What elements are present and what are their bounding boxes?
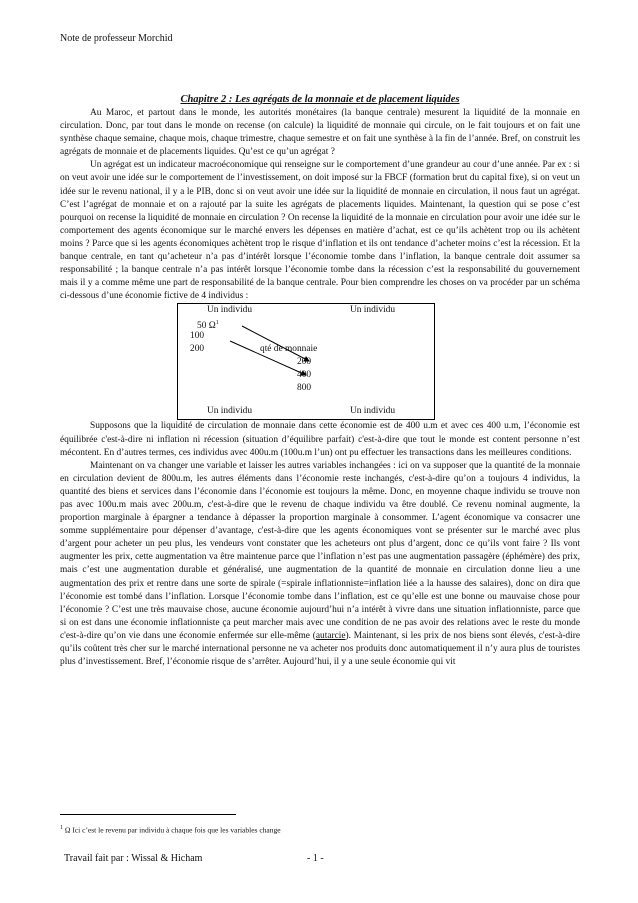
footnote	[60, 825, 281, 835]
individu-bottom-right: Un individu	[350, 406, 396, 417]
footnote-ref: 1	[215, 320, 219, 327]
qte-monnaie-label: qté de monnaie	[260, 344, 318, 355]
paragraph-agregat: Un agrégat est un indicateur macroéconomique qui renseigne sur le comportement d’une grandeur au cour d’une année. Par ex : si on veut avoir une idée sur le comportement de l’investissement, on doit imposé sur la FBCF (formation brut du capital fixe), si on veut un idée sur le revenu national, il y a le PIB, donc si on veut avoir une idée sur la liquidité de monnaie en circulation, il nous faut un agrégat. C’est l’agrégat de monnaie et on a rajouté par la suite les agrégats de placements liquides. Maintenant, la question qui se pose c’est pourquoi on recense la liquidité de monnaie en circulation ? On recense la liquidité de la monnaie en circulation pour avoir une idée sur le comportement des agents économique sur le marché envers les dépenses en matière d’achat, est ce qu’ils achètent trop ou ils achètent moins ? Parce que si les agents économiques achètent trop le risque d’inflation et ils ont tendance d’acheter moins c’est la récession. Et la banque centrale, en tant qu’acheteur n’a pas d’intérêt lorsque l’économie tombe dans l’inflation, la banque centrale doit assumer sa responsabilité ; la banque centrale n’a pas intérêt lorsque l’économie tombe dans la récession c’est la responsabilité du gouvernement mais il y a comme même une part de responsabilité de la banque centrale. Pour bien comprendre les choses on va procéder par un schéma ci-dessous d’une économie fictive de 4 individus :	[60, 160, 580, 302]
economy-diagram	[177, 303, 435, 420]
footer-authors: Travail fait par : Wissal & Hicham	[64, 853, 203, 864]
footnote-text: Ω Ici c’est le revenu par individu à chaque fois que les variables change	[63, 825, 281, 835]
individu-top-left: Un individu	[207, 305, 253, 316]
value-200-right: 200	[297, 357, 312, 368]
value-200-left: 200	[190, 344, 205, 355]
footnote-number: 1	[60, 825, 63, 831]
individu-bottom-left: Un individu	[207, 406, 253, 417]
chapter-title: Chapitre 2 : Les agrégats de la monnaie et de placement liquides	[180, 94, 460, 105]
page-number: - 1 -	[307, 853, 324, 864]
paragraph-intro: Au Maroc, et partout dans le monde, les autorités monétaires (la banque centrale) mesurent la liquidité de la monnaie en circulation. Donc, par tout dans le monde on recense (on calcule) la liquidité de monnaie qui circule, on le fait toujours et on fait une synthèse chaque semaine, chaque mois, chaque trimestre, chaque semestre et on fait une synthèse à la fin de l’année. Bref, on construit les agrégats de monnaie et de placements liquides. Qu’est ce qu’un agrégat ?	[60, 108, 580, 158]
page-header: Note de professeur Morchid	[60, 33, 173, 44]
individu-top-right: Un individu	[350, 305, 396, 316]
document-body	[60, 93, 580, 669]
paragraph-supposons: Supposons que la liquidité de circulation de monnaie dans cette économie est de 400 u.m et avec ces 400 u.m, l’économie est équilibrée c'est-à-dire ni inflation ni récession (situation d’équilibre parfait) c'est-à-dire que tout le monde est content personne n’est mécontent. En d’autres termes, ces individus avec 400u.m (100u.m l’un) ont pu effectuer les transactions dans les meilleures conditions.	[60, 421, 580, 458]
footnote-rule	[60, 814, 236, 815]
value-800: 800	[297, 383, 312, 394]
autarcie-term: autarcie	[315, 630, 346, 641]
value-400: 400	[297, 370, 312, 381]
paragraph-maintenant: Maintenant on va changer une variable et laisser les autres variables inchangées : ici on va supposer que la quantité de la monnaie en circulation devient de 800u.m, les autres éléments dans l’économie reste inchangés, c'est-à-dire qu’on a toujours 4 individus, la quantité des biens et services dans l’économie dans l’économie est toujours la même. Donc, en moyenne chaque individu se trouve non pas avec 100u.m mais avec 200u.m, c'est-à-dire que le revenu de chaque individu va être doublé. Ce revenu nominal augmente, la proportion marginale à épargner a tendance à dépasser la proportion marginale à consommer. L’agent économique va consacrer une somme supplémentaire pour dépenser d’avantage, c'est-à-dire que les agents économiques vont se présenter sur le marché avec plus d’argent pour acheter un peu plus, les vendeurs vont constater que les acheteurs ont plus d’argent, donc ce qu’ils vont faire ? Ils vont augmenter les prix, cette augmentation va être maintenue parce que l’inflation n’est pas une augmentation passagère (éphémère) des prix, mais c’est une augmentation durable et généralisé, une augmentation de la quantité de monnaie en circulation donne lieu a une augmentation des prix et rentre dans une sorte de spirale (=spirale inflationniste=inflation liée a la hausse des salaires), donc on dira que l’économie est tombé dans l’inflation. Lorsque l’économie tombe dans l’inflation, est ce qu’elle est une bonne ou mauvaise chose pour l’économie ? C’est une très mauvaise chose, aucune économie aujourd’hui n’a intérêt à vivre dans une situation inflationniste, parce que si on est dans une économie inflationniste ça peut marcher mais avec une condition de ne pas avoir des relations avec le reste du monde c'est-à-dire qu’on vie dans une économie enfermée sur elle-même (autarcie). Maintenant, si les prix de nos biens sont élevés, c'est-à-dire qu’ils coûtent très cher sur le marché international personne ne va acheter nos produits donc automatiquement il n’y aura plus de touristes plus d’investissement. Bref, l’économie risque de s’arrêter. Aujourd’hui, il y a une seule économie qui vit	[60, 460, 581, 668]
value-50: 50 $\Omega^1$	[197, 320, 219, 332]
value-100: 100	[190, 331, 205, 342]
